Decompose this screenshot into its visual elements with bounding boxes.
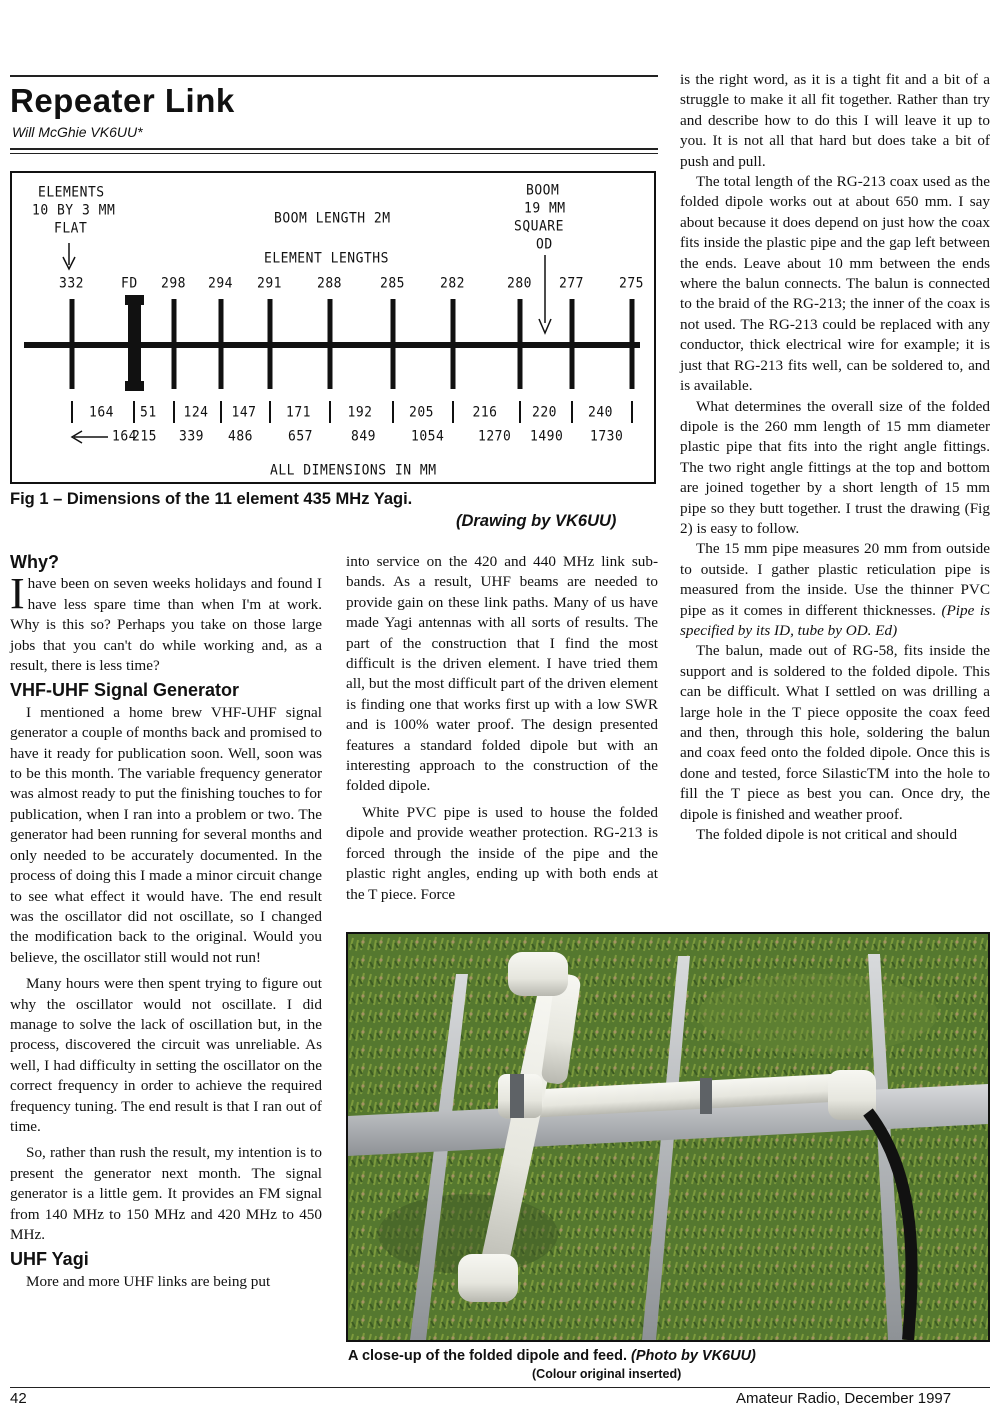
label-boom-length: BOOM LENGTH 2M (274, 210, 391, 227)
element-332 (70, 299, 75, 389)
fd-end-bottom (125, 381, 144, 391)
paragraph-col2-1: into service on the 420 and 440 MHz link sub-bands. As a result, UHF beams are needed to provide gain on these link paths. Many of us have made Yagi antennas with all sorts of results. The part of the construction that I find the most difficult is the driven element. I have tried them all, but the most difficult part of the driven element is finding one that works first up with a low SWR and is 100% water proof. The design presented features a standard folded dipole but with an interesting approach to the construction of the folded dipole. (346, 553, 658, 795)
cumulative-label: 1054 (411, 428, 445, 445)
paragraph-uhf-1: More and more UHF links are being put (26, 1272, 271, 1290)
element-280 (518, 299, 523, 389)
title-rule (10, 148, 658, 150)
spacing-label: 164 (89, 404, 114, 421)
element-length-label: 291 (257, 275, 282, 292)
element-length-label: 298 (161, 275, 186, 292)
element-length-label: 285 (380, 275, 405, 292)
cumulative-label: 1730 (590, 428, 624, 445)
photo-folded-dipole (346, 932, 990, 1342)
spacing-tick (269, 401, 271, 423)
paragraph-vhf-2: Many hours were then spent trying to figure out why the oscillator would not oscillate. I did manage to solve the lack of oscillation but, in the process, discovered the circuit was unreliable. As well, I had difficulty in setting the oscillator on the correct frequency in order to achieve the required frequency tuning. The end result is that I ran out of time. (10, 975, 322, 1135)
element-282 (451, 299, 456, 389)
column-1 (10, 552, 322, 1292)
spacing-label: 51 (140, 404, 157, 421)
paragraph-col3-6: The folded dipole is not critical and should (696, 826, 958, 844)
spacing-tick (329, 401, 331, 423)
paragraph-col3-5: The balun, made out of RG-58, fits inside the support and is soldered to the folded dipole. This can be difficult. What I settled on was drilling a large hole in the T piece opposite the coax feed and then, through this hole, soldering the balun and coax feed onto the folded dipole. Once this is done and tested, force SilasticTM into the hole to fill the T piece as best you can. Once dry, the dipole is finished and weather proof. (680, 642, 990, 823)
spacing-label: 205 (409, 404, 434, 421)
fig1-caption: Fig 1 – Dimensions of the 11 element 435 MHz Yagi. (10, 490, 413, 508)
spacing-tick (71, 401, 73, 423)
spacing-label: 220 (532, 404, 557, 421)
cumulative-label: 1490 (530, 428, 564, 445)
label-elements-1: ELEMENTS (38, 184, 105, 201)
photo-credit: (Photo by VK6UU) (631, 1348, 756, 1364)
cumulative-label: 215 (132, 428, 157, 445)
paragraph-col3-4: The 15 mm pipe measures 20 mm from outside to outside. I gather plastic reticulation pipe is measured from the inside. Use the thinner PVC pipe as it comes in different thicknesses. (Pipe is specified by its ID, tube by OD. Ed) (680, 540, 990, 639)
spacing-tick (392, 401, 394, 423)
label-elements-3: FLAT (54, 220, 88, 237)
drop-cap: I (10, 569, 25, 619)
element-298 (172, 299, 177, 389)
element-291 (268, 299, 273, 389)
cumulative-label: 486 (228, 428, 253, 445)
spacing-tick (220, 401, 222, 423)
spacing-tick (452, 401, 454, 423)
element-length-label: FD (121, 275, 138, 292)
column-2 (346, 552, 658, 905)
cumulative-label: 849 (351, 428, 376, 445)
label-boom-4: OD (536, 236, 553, 253)
label-elements-2: 10 BY 3 MM (32, 202, 116, 219)
label-all-dimensions: ALL DIMENSIONS IN MM (270, 462, 437, 479)
element-length-label: 282 (440, 275, 465, 292)
cumulative-label: 164 (112, 428, 137, 445)
element-285 (391, 299, 396, 389)
paragraph-col3-1: is the right word, as it is a tight fit and a bit of a struggle to make it all fit together. Rather than try and describe how to do this I will leave it up to you. It is not all that hard but does take a bit of push and pull. (680, 71, 990, 170)
figure-yagi-diagram (10, 171, 656, 484)
photo-illustration (348, 934, 988, 1340)
element-length-label: 288 (317, 275, 342, 292)
spacing-label: 171 (286, 404, 311, 421)
footer-rule (10, 1387, 990, 1388)
spacing-tick (519, 401, 521, 423)
heading-vhf-uhf: VHF-UHF Signal Generator (10, 680, 240, 701)
paragraph-vhf-1: I mentioned a home brew VHF-UHF signal generator a couple of months back and promised to have it ready for publication soon. Well, soon was to be this month. The variable frequency generator was almost ready to put the finishing touches to for publication, when I ran into a problem or two. The generator had been running for several months and only needed to be accurately documented. In the process of doing this I made a minor circuit change to see what effect it would have. The end result was the oscillator did not oscillate, so I changed the modification back to the original. Would you believe, the oscillator still would not run! (10, 703, 322, 966)
journal-info: Amateur Radio, December 1997 (736, 1390, 952, 1407)
paragraph-col3-3: What determines the overall size of the folded dipole is the 260 mm length of 15 mm diameter plastic pipe that fits into the right angle fittings. The two right angle fittings at the top and bottom are joined together by a short length of 15 mm pipe so they butt together. I trust the drawing (Fig 2) is easy to follow. (680, 397, 990, 537)
cumulative-label: 339 (179, 428, 204, 445)
photo-caption-line (348, 1348, 998, 1364)
element-length-label: 294 (208, 275, 233, 292)
heading-uhf-yagi: UHF Yagi (10, 1249, 89, 1270)
paragraph-col2-2: White PVC pipe is used to house the folded dipole and provide weather protection. RG-213 is forced through the inside of the pipe and the plastic right angles, ending up with both ends at the T piece. Force (346, 803, 658, 903)
column-3 (680, 70, 990, 845)
spacing-label: 216 (472, 404, 498, 421)
editor-note: (Pipe is specified by its ID, tube by OD. Ed) (680, 601, 990, 639)
paragraph-why: Ihave been on seven weeks holidays and found I have less spare time than when I'm at work. Why is this so? Perhaps you take on those large jobs that you can't do while working and, as a result, there is less time? (10, 569, 322, 675)
label-element-lengths: ELEMENT LENGTHS (264, 250, 389, 267)
element-275 (630, 299, 635, 389)
photo-note: (Colour original inserted) (532, 1367, 682, 1381)
spacing-label: 147 (231, 404, 257, 421)
label-boom-1: BOOM (526, 182, 560, 199)
element-length-label: 275 (619, 275, 644, 292)
spacing-label: 192 (347, 404, 373, 421)
element-288 (328, 299, 333, 389)
fd-end-top (125, 295, 144, 305)
spacing-tick (571, 401, 573, 423)
fig1-credit: (Drawing by VK6UU) (456, 512, 617, 530)
spacing-label: 124 (183, 404, 209, 421)
page-number: 42 (10, 1390, 27, 1407)
element-294 (219, 299, 224, 389)
byline: Will McGhie VK6UU* (12, 124, 143, 140)
top-rule (10, 75, 658, 77)
element-length-label: 332 (59, 275, 84, 292)
paragraph-vhf-3: So, rather than rush the result, my intention is to present the generator next month. The signal generator is a little gem. It provides an FM signal from 140 MHz to 150 MHz and 420 MHz to 450 MHz. (10, 1144, 322, 1243)
element-length-label: 277 (559, 275, 584, 292)
spacing-label: 240 (588, 404, 613, 421)
spacing-tick (173, 401, 175, 423)
paragraph-col3-2: The total length of the RG-213 coax used as the folded dipole works out at about 650 mm. I say about because it does depend on just how the coax fits inside the plastic pipe and the gap left between the ends. Leave about 10 mm between the ends where the balun connects. The balun is connected to the braid of the RG-213; the inner of the coax is not used. The RG-213 could be replaced with any conductor, thick electrical wire for example; it is just that RG-213 fits well, can be soldered to, and is available. (680, 173, 990, 395)
title-rule-2 (10, 153, 658, 154)
element-277 (570, 299, 575, 389)
spacing-tick (133, 401, 135, 423)
heading-why: Why? (10, 552, 59, 572)
photo-caption: A close-up of the folded dipole and feed. (348, 1348, 627, 1364)
driven-element-fd (128, 295, 141, 391)
article-title: Repeater Link (10, 82, 235, 119)
element-length-label: 280 (507, 275, 532, 292)
label-boom-2: 19 MM (524, 200, 566, 217)
spacing-tick (631, 401, 633, 423)
label-boom-3: SQUARE (514, 218, 564, 235)
cumulative-label: 1270 (478, 428, 512, 445)
cumulative-label: 657 (288, 428, 313, 445)
